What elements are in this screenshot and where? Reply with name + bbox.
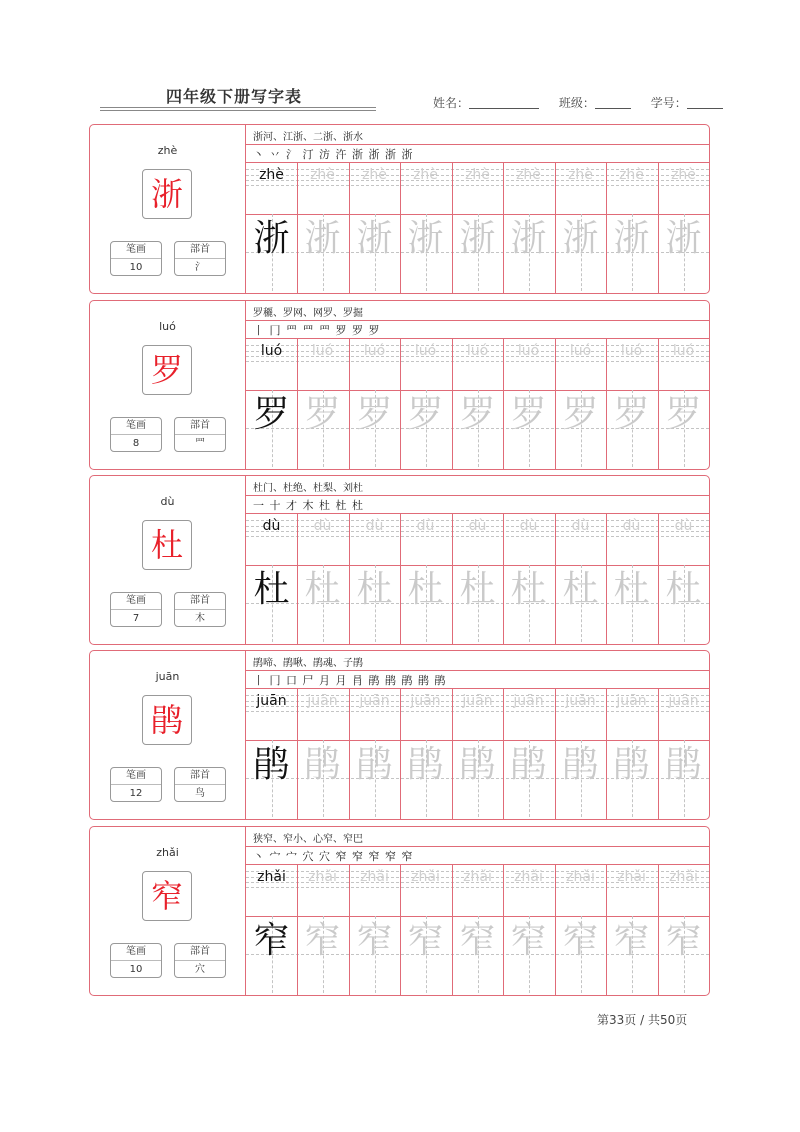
example-words: 罗穲、罗网、网罗、罗掘 <box>253 308 363 319</box>
pinyin-trace[interactable]: juān <box>462 693 493 709</box>
char-trace[interactable]: 杜 <box>613 569 650 610</box>
blank-practice-cell[interactable] <box>297 613 348 644</box>
id-label: 学号： <box>650 96 687 110</box>
grid-line <box>246 338 709 339</box>
char-trace[interactable]: 杜 <box>459 569 496 610</box>
grid-line <box>246 144 709 145</box>
pinyin-trace[interactable]: luó <box>620 343 643 359</box>
pinyin-trace[interactable]: dù <box>519 518 538 534</box>
pinyin-trace[interactable]: zhè <box>516 167 541 183</box>
pinyin-guide-line <box>246 711 709 712</box>
char-trace[interactable]: 罗 <box>562 394 599 435</box>
class-field[interactable] <box>595 96 631 109</box>
stroke-count-label: 笔画 <box>111 242 161 259</box>
pinyin-trace[interactable]: zhǎi <box>411 869 440 885</box>
card-info-panel <box>90 827 246 995</box>
stroke-count-value: 12 <box>129 788 143 799</box>
stroke-count-value: 8 <box>132 438 140 449</box>
blank-practice-cell[interactable] <box>555 438 606 469</box>
pinyin-trace[interactable]: dù <box>571 518 590 534</box>
radical-box <box>174 592 226 627</box>
char-trace[interactable]: 窄 <box>459 920 496 961</box>
pinyin-trace[interactable]: luó <box>569 343 592 359</box>
blank-practice-cell[interactable] <box>452 964 503 995</box>
practice-grid <box>246 476 709 644</box>
blank-practice-cell[interactable] <box>658 613 709 644</box>
blank-practice-cell[interactable] <box>606 613 657 644</box>
char-trace[interactable]: 鹃 <box>562 744 599 785</box>
practice-grid <box>246 651 709 819</box>
radical-value: 木 <box>195 613 205 624</box>
stroke-count-label: 笔画 <box>111 593 161 610</box>
grid-line <box>246 846 709 847</box>
stroke-order: 丶 丷 氵 汀 汸 汻 浙 浙 浙 浙 <box>253 148 414 161</box>
pinyin-trace[interactable]: zhǎi <box>566 869 595 885</box>
practice-grid <box>246 827 709 995</box>
char-trace[interactable]: 鹃 <box>356 744 393 785</box>
pinyin-trace[interactable]: juān <box>307 693 338 709</box>
blank-practice-cell[interactable] <box>555 964 606 995</box>
blank-practice-cell[interactable] <box>606 438 657 469</box>
grid-line <box>246 688 709 689</box>
grid-line <box>246 513 709 514</box>
char-trace[interactable]: 鹃 <box>459 744 496 785</box>
char-trace[interactable]: 鹃 <box>304 744 341 785</box>
blank-practice-cell[interactable] <box>297 788 348 819</box>
grid-line <box>246 162 709 163</box>
blank-practice-cell[interactable] <box>606 788 657 819</box>
class-label: 班级： <box>558 96 595 110</box>
pinyin-trace[interactable]: zhǎi <box>617 869 646 885</box>
blank-practice-cell[interactable] <box>555 613 606 644</box>
pinyin-trace[interactable]: luó <box>363 343 386 359</box>
pinyin-trace[interactable]: zhǎi <box>514 869 543 885</box>
pinyin-trace[interactable]: zhè <box>568 167 593 183</box>
char-trace[interactable]: 罗 <box>613 394 650 435</box>
stroke-count-value: 7 <box>132 613 140 624</box>
blank-practice-cell[interactable] <box>400 964 451 995</box>
character-pinyin: luó <box>159 320 176 333</box>
pinyin-trace[interactable]: juān <box>616 693 647 709</box>
pinyin-sample: zhè <box>259 167 284 183</box>
grid-line <box>246 320 709 321</box>
character-sample: 鹃 <box>142 695 192 745</box>
char-trace[interactable]: 罗 <box>459 394 496 435</box>
stroke-count-label: 笔画 <box>111 768 161 785</box>
blank-practice-cell[interactable] <box>297 262 348 293</box>
blank-practice-cell[interactable] <box>400 438 451 469</box>
blank-practice-cell[interactable] <box>400 613 451 644</box>
blank-practice-cell[interactable] <box>606 262 657 293</box>
pinyin-trace[interactable]: zhè <box>465 167 490 183</box>
radical-value: 氵 <box>195 262 205 273</box>
example-words: 鹃啼、鹃啾、鹃魂、子鹃 <box>253 658 363 669</box>
pinyin-guide-line <box>246 887 709 888</box>
pinyin-trace[interactable]: dù <box>313 518 332 534</box>
pinyin-trace[interactable]: zhè <box>413 167 438 183</box>
char-sample: 罗 <box>253 394 290 435</box>
blank-practice-cell[interactable] <box>658 438 709 469</box>
page-title: 四年级下册写字表 <box>166 87 303 106</box>
character-card <box>89 124 710 294</box>
blank-practice-cell[interactable] <box>246 613 297 644</box>
blank-practice-cell[interactable] <box>555 788 606 819</box>
blank-practice-cell[interactable] <box>349 438 400 469</box>
pinyin-trace[interactable]: juān <box>359 693 390 709</box>
char-trace[interactable]: 杜 <box>356 569 393 610</box>
stroke-count-value: 10 <box>129 964 143 975</box>
pinyin-guide-line <box>246 361 709 362</box>
example-words: 浙河、江浙、二浙、浙水 <box>253 132 363 143</box>
blank-practice-cell[interactable] <box>658 964 709 995</box>
char-sample: 窄 <box>253 920 290 961</box>
radical-value: 穴 <box>195 964 205 975</box>
blank-practice-cell[interactable] <box>349 262 400 293</box>
character-pinyin: juān <box>155 670 180 683</box>
char-trace[interactable]: 鹃 <box>613 744 650 785</box>
char-trace[interactable]: 浙 <box>459 218 496 259</box>
char-sample: 鹃 <box>253 744 290 785</box>
pinyin-trace[interactable]: zhǎi <box>463 869 492 885</box>
character-sample: 窄 <box>142 871 192 921</box>
stroke-count-box <box>110 417 162 452</box>
blank-practice-cell[interactable] <box>452 262 503 293</box>
name-field[interactable] <box>469 96 539 109</box>
pinyin-trace[interactable]: luó <box>672 343 695 359</box>
stroke-order: 一 十 才 木 杜 杜 杜 <box>253 499 364 512</box>
char-trace[interactable]: 杜 <box>304 569 341 610</box>
blank-practice-cell[interactable] <box>452 438 503 469</box>
blank-practice-cell[interactable] <box>246 438 297 469</box>
blank-practice-cell[interactable] <box>297 438 348 469</box>
character-sample: 杜 <box>142 520 192 570</box>
card-info-panel <box>90 651 246 819</box>
blank-practice-cell[interactable] <box>452 788 503 819</box>
radical-box <box>174 943 226 978</box>
pinyin-trace[interactable]: juān <box>513 693 544 709</box>
blank-practice-cell[interactable] <box>246 788 297 819</box>
character-card <box>89 650 710 820</box>
grid-line <box>246 864 709 865</box>
blank-practice-cell[interactable] <box>503 438 554 469</box>
char-sample: 浙 <box>253 218 290 259</box>
pinyin-trace[interactable]: luó <box>517 343 540 359</box>
card-info-panel <box>90 476 246 644</box>
pinyin-trace[interactable]: zhǎi <box>669 869 698 885</box>
char-sample: 杜 <box>253 569 290 610</box>
blank-practice-cell[interactable] <box>503 964 554 995</box>
character-pinyin: zhǎi <box>156 846 179 859</box>
char-trace[interactable]: 浙 <box>356 218 393 259</box>
pinyin-guide-line <box>246 536 709 537</box>
pinyin-trace[interactable]: zhè <box>310 167 335 183</box>
radical-value: 罒 <box>195 438 205 449</box>
radical-label: 部首 <box>175 418 225 435</box>
radical-value: 鸟 <box>195 788 205 799</box>
page-number: 第33页 / 共50页 <box>597 1013 688 1027</box>
id-field[interactable] <box>687 96 723 109</box>
pinyin-trace[interactable]: dù <box>365 518 384 534</box>
practice-grid <box>246 301 709 469</box>
stroke-count-label: 笔画 <box>111 944 161 961</box>
char-trace[interactable]: 杜 <box>562 569 599 610</box>
blank-practice-cell[interactable] <box>452 613 503 644</box>
pinyin-trace[interactable]: dù <box>622 518 641 534</box>
pinyin-trace[interactable]: zhè <box>671 167 696 183</box>
pinyin-trace[interactable]: luó <box>414 343 437 359</box>
radical-box <box>174 417 226 452</box>
example-words: 狭窄、窄小、心窄、窄巴 <box>253 834 363 845</box>
char-trace[interactable]: 窄 <box>510 920 547 961</box>
radical-label: 部首 <box>175 768 225 785</box>
pinyin-trace[interactable]: dù <box>416 518 435 534</box>
char-trace[interactable]: 罗 <box>304 394 341 435</box>
radical-label: 部首 <box>175 242 225 259</box>
stroke-count-value: 10 <box>129 262 143 273</box>
blank-practice-cell[interactable] <box>555 262 606 293</box>
blank-practice-cell[interactable] <box>400 262 451 293</box>
char-trace[interactable]: 鹃 <box>510 744 547 785</box>
char-trace[interactable]: 杜 <box>665 569 702 610</box>
grid-line <box>246 495 709 496</box>
blank-practice-cell[interactable] <box>658 788 709 819</box>
char-trace[interactable]: 杜 <box>407 569 444 610</box>
radical-box <box>174 767 226 802</box>
pinyin-trace[interactable]: zhè <box>362 167 387 183</box>
pinyin-trace[interactable]: dù <box>674 518 693 534</box>
char-trace[interactable]: 窄 <box>304 920 341 961</box>
stroke-count-box <box>110 767 162 802</box>
char-trace[interactable]: 浙 <box>665 218 702 259</box>
char-trace[interactable]: 窄 <box>562 920 599 961</box>
blank-practice-cell[interactable] <box>349 613 400 644</box>
pinyin-trace[interactable]: luó <box>466 343 489 359</box>
radical-label: 部首 <box>175 593 225 610</box>
stroke-order: 丶 宀 宀 穴 穴 窄 窄 窄 窄 窄 <box>253 850 414 863</box>
stroke-order: 丨 冂 口 尸 月 月 肙 鹃 鹃 鹃 鹃 鹃 <box>253 674 447 687</box>
pinyin-sample: zhǎi <box>257 869 286 885</box>
pinyin-trace[interactable]: juān <box>668 693 699 709</box>
name-label: 姓名： <box>433 96 470 110</box>
grid-line <box>246 670 709 671</box>
pinyin-guide-line <box>246 185 709 186</box>
stroke-count-box <box>110 943 162 978</box>
blank-practice-cell[interactable] <box>503 613 554 644</box>
pinyin-trace[interactable]: zhè <box>619 167 644 183</box>
char-trace[interactable]: 罗 <box>407 394 444 435</box>
char-trace[interactable]: 罗 <box>356 394 393 435</box>
card-info-panel <box>90 125 246 293</box>
character-card <box>89 475 710 645</box>
blank-practice-cell[interactable] <box>503 788 554 819</box>
blank-practice-cell[interactable] <box>606 964 657 995</box>
pinyin-sample: juān <box>256 693 287 709</box>
char-trace[interactable]: 窄 <box>613 920 650 961</box>
character-sample: 罗 <box>142 345 192 395</box>
char-trace[interactable]: 罗 <box>665 394 702 435</box>
char-trace[interactable]: 浙 <box>304 218 341 259</box>
pinyin-sample: dù <box>262 518 281 534</box>
blank-practice-cell[interactable] <box>400 788 451 819</box>
pinyin-trace[interactable]: dù <box>468 518 487 534</box>
char-trace[interactable]: 窄 <box>665 920 702 961</box>
pinyin-trace[interactable]: zhǎi <box>308 869 337 885</box>
character-pinyin: dù <box>160 495 175 508</box>
blank-practice-cell[interactable] <box>297 964 348 995</box>
char-trace[interactable]: 窄 <box>356 920 393 961</box>
char-trace[interactable]: 浙 <box>562 218 599 259</box>
char-trace[interactable]: 窄 <box>407 920 444 961</box>
stroke-count-box <box>110 241 162 276</box>
stroke-count-box <box>110 592 162 627</box>
blank-practice-cell[interactable] <box>246 964 297 995</box>
pinyin-trace[interactable]: juān <box>410 693 441 709</box>
pinyin-trace[interactable]: luó <box>311 343 334 359</box>
example-words: 杜门、杜绝、杜梨、刘杜 <box>253 483 363 494</box>
pinyin-sample: luó <box>260 343 283 359</box>
student-info <box>433 94 723 111</box>
radical-label: 部首 <box>175 944 225 961</box>
pinyin-trace[interactable]: juān <box>565 693 596 709</box>
character-card <box>89 826 710 996</box>
card-info-panel <box>90 301 246 469</box>
pinyin-trace[interactable]: zhǎi <box>360 869 389 885</box>
char-trace[interactable]: 杜 <box>510 569 547 610</box>
title-underline-top <box>100 107 376 108</box>
char-trace[interactable]: 鹃 <box>665 744 702 785</box>
blank-practice-cell[interactable] <box>246 262 297 293</box>
blank-practice-cell[interactable] <box>503 262 554 293</box>
character-sample: 浙 <box>142 169 192 219</box>
char-trace[interactable]: 鹃 <box>407 744 444 785</box>
stroke-count-label: 笔画 <box>111 418 161 435</box>
stroke-order: 丨 冂 罒 罒 罒 罗 罗 罗 <box>253 324 381 337</box>
blank-practice-cell[interactable] <box>349 788 400 819</box>
character-pinyin: zhè <box>157 144 178 157</box>
char-trace[interactable]: 浙 <box>407 218 444 259</box>
blank-practice-cell[interactable] <box>658 262 709 293</box>
char-trace[interactable]: 浙 <box>510 218 547 259</box>
title-underline-bottom <box>100 110 376 111</box>
radical-box <box>174 241 226 276</box>
blank-practice-cell[interactable] <box>349 964 400 995</box>
character-card <box>89 300 710 470</box>
practice-grid <box>246 125 709 293</box>
char-trace[interactable]: 罗 <box>510 394 547 435</box>
char-trace[interactable]: 浙 <box>613 218 650 259</box>
